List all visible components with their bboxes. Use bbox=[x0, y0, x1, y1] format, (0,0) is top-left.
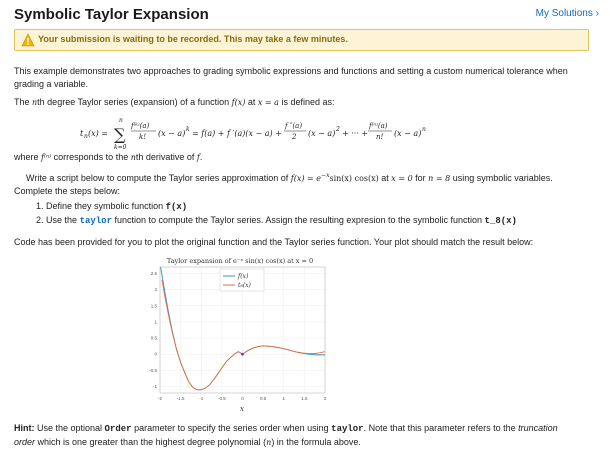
frac2-denominator: 2 bbox=[292, 133, 297, 141]
task-line-2: Complete the steps below: bbox=[14, 186, 121, 196]
y-tick-label: 1.5 bbox=[150, 303, 157, 309]
hint-e: ) in the formula above. bbox=[271, 437, 361, 447]
x-tick-label: 0 bbox=[241, 396, 244, 401]
x-tick-label: 1 bbox=[282, 396, 286, 401]
hint-code-order: Order bbox=[104, 424, 132, 434]
intro-line-1: This example demonstrates two approaches to grading symbolic expressions and functions and setting a custom numerical tolerance when bbox=[14, 66, 568, 76]
step-2 bbox=[36, 214, 517, 228]
expansion-point-marker bbox=[241, 353, 244, 356]
chevron-right-icon: › bbox=[595, 8, 599, 19]
legend-label: t₈(x) bbox=[238, 282, 251, 289]
task-fx2: sin(x) cos(x) bbox=[329, 174, 379, 183]
y-tick-label: 2 bbox=[154, 287, 157, 293]
y-tick-label: 0.5 bbox=[150, 335, 157, 341]
alert-message: Your submission is waiting to be recorded. This may take a few minutes. bbox=[38, 34, 348, 44]
taylor-plot bbox=[142, 255, 338, 415]
def-text-a: The bbox=[14, 97, 33, 107]
hint-paragraph bbox=[14, 422, 594, 449]
x-tick-label: -1.5 bbox=[176, 396, 185, 401]
hint-n: n bbox=[266, 438, 272, 447]
task-d: using symbolic variables. bbox=[450, 173, 553, 183]
steps-list bbox=[36, 200, 517, 228]
step-2-code: t_8(x) bbox=[484, 216, 517, 226]
page-title: Symbolic Taylor Expansion bbox=[14, 6, 209, 23]
term3-sup: n bbox=[422, 126, 426, 133]
taylor-doc-link[interactable]: taylor bbox=[79, 216, 112, 226]
formula-dots: + ··· + bbox=[342, 129, 369, 138]
frac3-numerator: f⁽ⁿ⁾(a) bbox=[369, 122, 388, 130]
task-line-1 bbox=[14, 169, 594, 185]
term2: (x − a) bbox=[308, 129, 336, 138]
task-a: Write a script below to compute the Taylor series approximation of bbox=[26, 173, 291, 183]
hint-d: which is one greater than the highest degree polynomial ( bbox=[35, 437, 267, 447]
x-tick-label: -2 bbox=[157, 396, 163, 401]
plot-legend bbox=[220, 269, 264, 291]
where-c: th derivative of bbox=[135, 152, 197, 162]
where-d: . bbox=[199, 152, 203, 162]
y-tick-label: 0 bbox=[154, 351, 157, 357]
warning-icon bbox=[21, 33, 35, 47]
where-f: f bbox=[196, 153, 200, 162]
taylor-formula bbox=[80, 116, 540, 152]
formula-lhs-sub: n bbox=[84, 133, 88, 140]
y-tick-label: -0.5 bbox=[149, 367, 157, 373]
x-tick-label: 0.5 bbox=[259, 396, 267, 401]
definition-line bbox=[14, 96, 334, 109]
where-fn: f⁽ⁿ⁾ bbox=[41, 153, 52, 162]
frac3-denominator: n! bbox=[376, 133, 384, 141]
task-fx-sup: −x bbox=[321, 172, 330, 179]
formula-lhs-arg: (x) = bbox=[88, 129, 108, 138]
task-c: for bbox=[412, 173, 429, 183]
step-2-text-a: Use the bbox=[46, 215, 80, 225]
hint-code-taylor: taylor bbox=[331, 424, 364, 434]
task-x0: x = 0 bbox=[391, 174, 413, 183]
def-f: f(x) bbox=[231, 98, 246, 107]
plot-title: Taylor expansion of e⁻ˣ sin(x) cos(x) at x = 0 bbox=[166, 257, 314, 265]
hint-em: truncation bbox=[518, 423, 558, 433]
frac2-numerator: f ″(a) bbox=[285, 122, 303, 130]
submission-alert bbox=[14, 29, 589, 51]
where-a: where bbox=[14, 152, 42, 162]
step-1 bbox=[36, 200, 517, 214]
intro-paragraph bbox=[14, 65, 594, 91]
x-tick-label: -0.5 bbox=[217, 396, 226, 401]
frac1-denominator: k! bbox=[139, 133, 147, 141]
where-n: n bbox=[130, 153, 136, 162]
def-text-b: th degree Taylor series (expansion) of a function bbox=[37, 97, 232, 107]
where-line bbox=[14, 151, 202, 164]
frac1-numerator: f⁽ᵏ⁾(a) bbox=[131, 122, 150, 130]
step-2-number: 2. bbox=[36, 215, 44, 225]
hint-c: . Note that this parameter refers to the bbox=[363, 423, 519, 433]
term2-sup: 2 bbox=[336, 126, 340, 133]
hint-line2-em: order bbox=[14, 437, 36, 447]
task-fx: f(x) = e bbox=[290, 174, 322, 183]
my-solutions-label: My Solutions bbox=[535, 8, 593, 19]
def-text-c: at bbox=[245, 97, 258, 107]
plot-xlabel: x bbox=[240, 405, 244, 413]
hint-a: Use the optional bbox=[34, 423, 105, 433]
step-1-number: 1. bbox=[36, 201, 44, 211]
x-tick-label: 1.5 bbox=[301, 396, 308, 401]
term1-sup: k bbox=[186, 126, 190, 133]
y-tick-label: 1 bbox=[154, 319, 157, 325]
step-1-text: Define they symbolic function bbox=[46, 201, 166, 211]
task-n8: n = 8 bbox=[428, 174, 451, 183]
y-tick-label: 2.5 bbox=[150, 270, 157, 276]
hint-label: Hint: bbox=[14, 423, 35, 433]
y-tick-label: -1 bbox=[152, 384, 157, 390]
step-2-text-b: function to compute the Taylor series. Assign the resulting expresion to the symbolic function bbox=[111, 215, 485, 225]
step-1-code: f(x) bbox=[165, 202, 188, 212]
term1: (x − a) bbox=[158, 129, 186, 138]
header bbox=[14, 6, 599, 28]
legend-label: f(x) bbox=[238, 273, 249, 280]
formula-lhs: t bbox=[80, 129, 84, 138]
formula-middle: = f(a) + f ′(a)(x − a) + bbox=[192, 129, 282, 138]
intro-line-2: grading a variable. bbox=[14, 79, 89, 89]
task-paragraph bbox=[14, 169, 594, 198]
where-b: corresponds to the bbox=[51, 152, 131, 162]
series-line-2 bbox=[162, 280, 325, 390]
sum-bottom: k=0 bbox=[114, 144, 127, 151]
my-solutions-link[interactable] bbox=[536, 8, 599, 19]
code-note: Code has been provided for you to plot the original function and the Taylor series function. Your plot should match the result below: bbox=[14, 237, 534, 247]
def-n: n bbox=[32, 98, 38, 107]
sum-top: n bbox=[119, 117, 123, 124]
term3: (x − a) bbox=[394, 129, 422, 138]
x-tick-label: -1 bbox=[199, 396, 204, 401]
sum-sigma: ∑ bbox=[114, 125, 126, 144]
def-text-d: is defined as: bbox=[278, 97, 335, 107]
def-xa: x = a bbox=[257, 98, 279, 107]
hint-b: parameter to specify the series order when using bbox=[131, 423, 332, 433]
task-b: at bbox=[378, 173, 392, 183]
x-tick-label: 2 bbox=[323, 396, 327, 401]
